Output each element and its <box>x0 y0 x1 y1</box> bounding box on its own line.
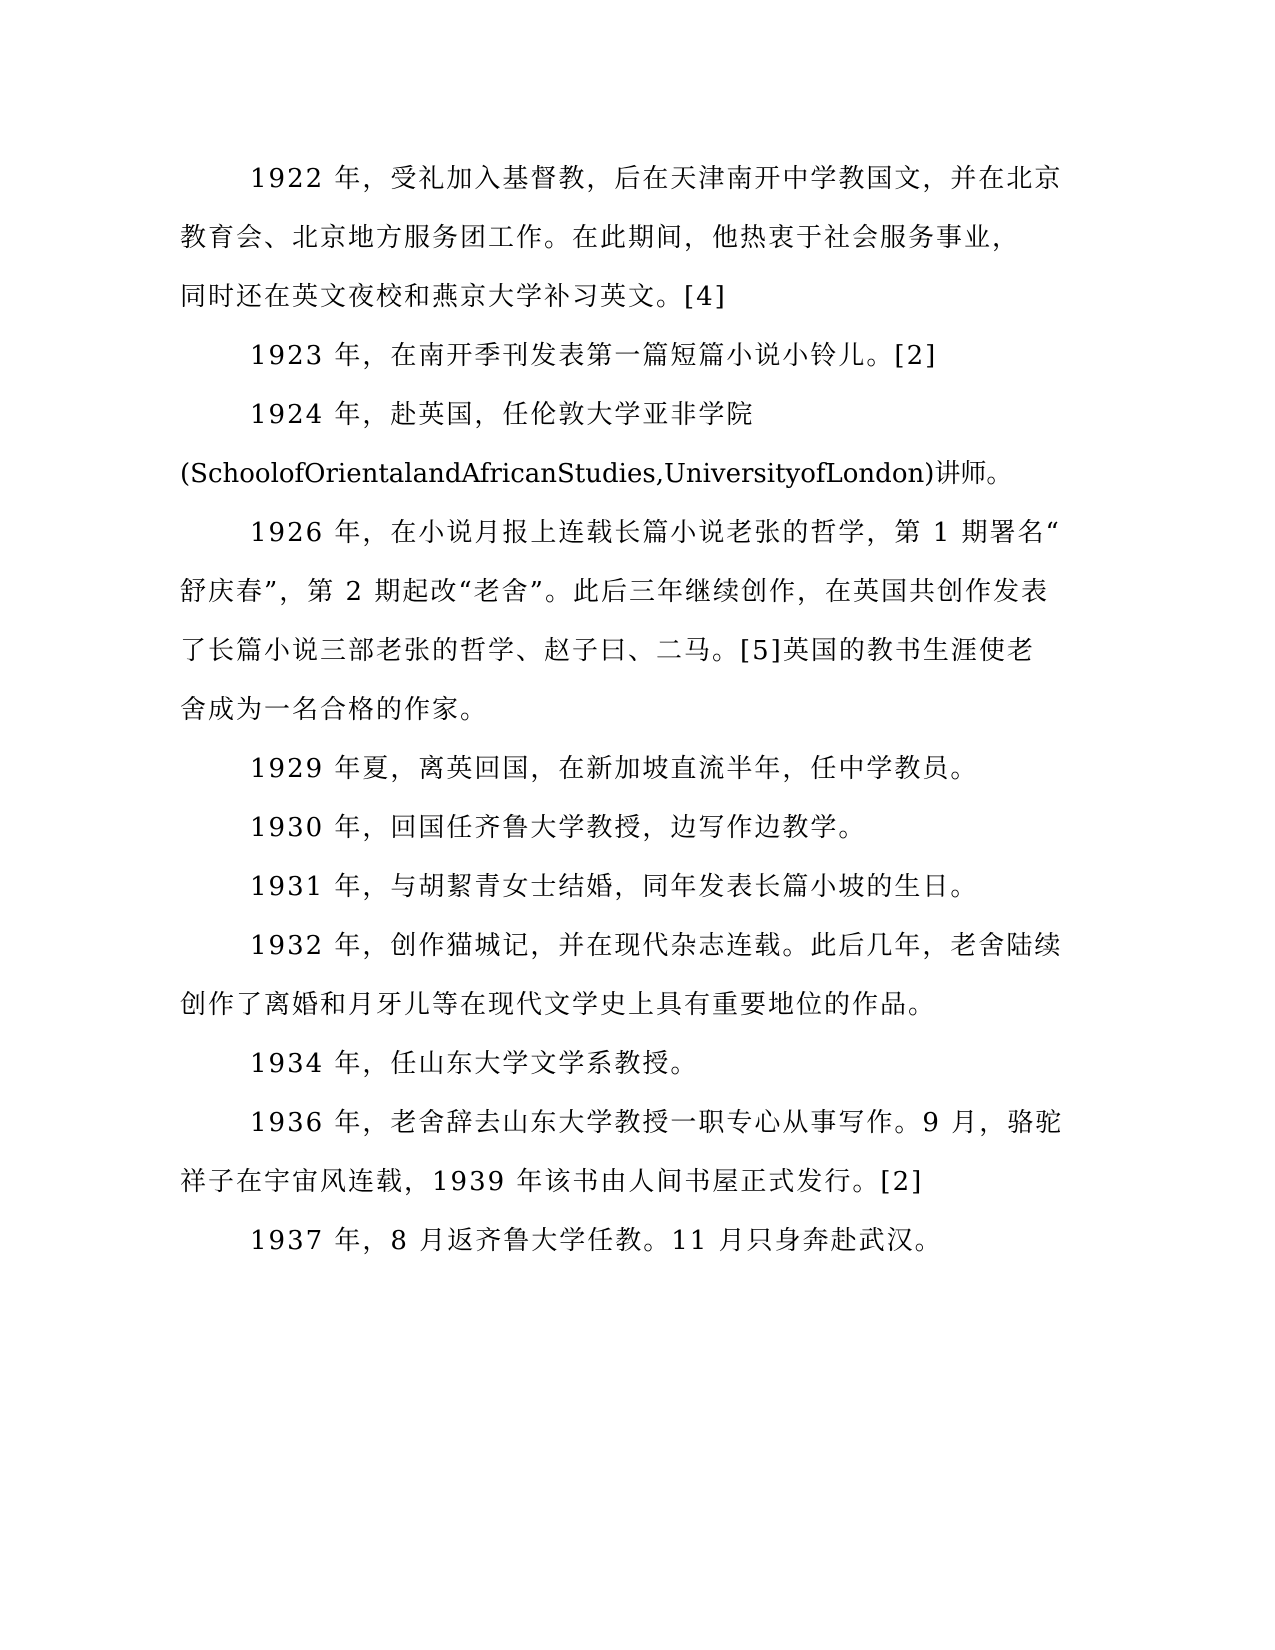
text-line: 1922 年，受礼加入基督教，后在天津南开中学教国文，并在北京 <box>250 164 1063 194</box>
paragraph-1936 <box>180 1094 1064 1212</box>
text-line: 1931 年，与胡絜青女士结婚，同年发表长篇小坡的生日。 <box>250 872 979 902</box>
paragraph-1922 <box>180 150 1063 327</box>
paragraph-1923 <box>180 327 1035 386</box>
text-line: 1937 年，8 月返齐鲁大学任教。11 月只身奔赴武汉。 <box>250 1226 943 1256</box>
text-line: 1929 年夏，离英回国，在新加坡直流半年，任中学教员。 <box>250 754 979 784</box>
text-line: 1934 年，任山东大学文学系教授。 <box>250 1049 699 1079</box>
text-line: 舒庆春”，第 2 期起改“老舍”。此后三年继续创作，在英国共创作发表 <box>180 577 1049 607</box>
paragraph-1931 <box>180 858 1035 917</box>
text-line: 祥子在宇宙风连载，1939 年该书由人间书屋正式发行。[2] <box>180 1167 924 1197</box>
text-line: 1930 年，回国任齐鲁大学教授，边写作边教学。 <box>250 813 867 843</box>
text-line: 教育会、北京地方服务团工作。在此期间，他热衷于社会服务事业， <box>180 223 1021 253</box>
text-line: 同时还在英文夜校和燕京大学补习英文。[4] <box>180 282 727 312</box>
paragraph-1924 <box>180 386 1035 504</box>
text-line: 1924 年，赴英国，任伦敦大学亚非学院 <box>250 400 755 430</box>
paragraph-1930 <box>180 799 1035 858</box>
paragraph-1929 <box>180 740 1035 799</box>
document-page <box>180 150 1064 1271</box>
text-line: 1936 年，老舍辞去山东大学教授一职专心从事写作。9 月，骆驼 <box>250 1108 1064 1138</box>
text-line: 了长篇小说三部老张的哲学、赵子曰、二马。[5]英国的教书生涯使老 <box>180 636 1035 666</box>
paragraph-1926 <box>180 504 1061 740</box>
text-line: 1926 年，在小说月报上连载长篇小说老张的哲学，第 1 期署名“ <box>250 518 1061 548</box>
text-line: 创作了离婚和月牙儿等在现代文学史上具有重要地位的作品。 <box>180 990 937 1020</box>
text-line: 1932 年，创作猫城记，并在现代杂志连载。此后几年，老舍陆续 <box>250 931 1063 961</box>
text-line: 1923 年，在南开季刊发表第一篇短篇小说小铃儿。[2] <box>250 341 938 371</box>
text-line: 舍成为一名合格的作家。 <box>180 695 489 725</box>
paragraph-1932 <box>180 917 1063 1035</box>
text-line: (SchoolofOrientalandAfricanStudies,UniversityofLondon)讲师。 <box>180 459 1013 489</box>
paragraph-1937 <box>180 1212 1035 1271</box>
paragraph-1934 <box>180 1035 1035 1094</box>
